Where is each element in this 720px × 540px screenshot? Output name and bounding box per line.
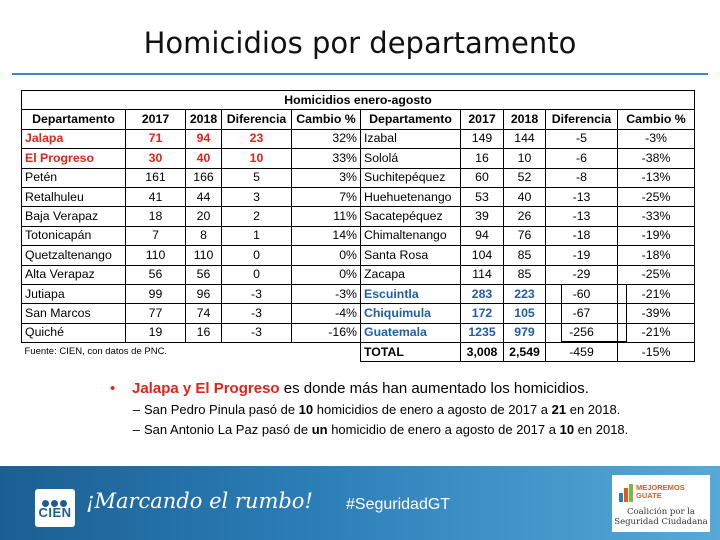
table-cell: 3,008 bbox=[461, 343, 504, 362]
table-cell: 110 bbox=[186, 246, 222, 265]
bullet-sub-2 bbox=[110, 422, 710, 437]
slide-title: Homicidios por departamento bbox=[143, 26, 577, 60]
table-row bbox=[22, 207, 695, 226]
footer-slogan: ¡Marcando el rumbo! bbox=[86, 489, 313, 513]
table-cell: -6 bbox=[546, 149, 618, 168]
table-cell: 20 bbox=[186, 207, 222, 226]
table-cell: -3 bbox=[222, 323, 292, 342]
bullet-sub-1 bbox=[110, 402, 710, 417]
total-row bbox=[22, 343, 695, 362]
table-cell: 99 bbox=[126, 284, 186, 303]
table-cell: 26 bbox=[504, 207, 546, 226]
table-cell: 40 bbox=[504, 187, 546, 206]
table-cell: 10 bbox=[504, 149, 546, 168]
table-cell: Quiché bbox=[22, 323, 126, 342]
table-cell: -13 bbox=[546, 207, 618, 226]
sub2-post: en 2018. bbox=[574, 422, 629, 437]
table-cell: 76 bbox=[504, 226, 546, 245]
sub2-mid: homicidio de enero a agosto de 2017 a bbox=[327, 422, 560, 437]
table-cell: -459 bbox=[546, 343, 618, 362]
table-cell: 16 bbox=[461, 149, 504, 168]
sub2-bold-1: un bbox=[311, 422, 328, 437]
table-cell: Huehuetenango bbox=[361, 187, 461, 206]
table-cell: 23 bbox=[222, 129, 292, 148]
sub2-bold-2: 10 bbox=[559, 422, 575, 437]
table-cell: 283 bbox=[461, 284, 504, 303]
table-cell: 5 bbox=[222, 168, 292, 187]
table-cell: -8 bbox=[546, 168, 618, 187]
table-cell: -13 bbox=[546, 187, 618, 206]
partner-name-line2: GUATE bbox=[636, 491, 662, 500]
table-row bbox=[22, 168, 695, 187]
table-cell: 33% bbox=[292, 149, 361, 168]
table-cell: -3 bbox=[222, 304, 292, 323]
table-cell: Petén bbox=[22, 168, 126, 187]
table-cell: Chiquimula bbox=[361, 304, 461, 323]
table-cell: 19 bbox=[126, 323, 186, 342]
header-cell: Diferencia bbox=[222, 110, 292, 129]
table-cell: 979 bbox=[504, 323, 546, 342]
table-cell: 161 bbox=[126, 168, 186, 187]
header-cell: Departamento bbox=[22, 110, 126, 129]
partner-logo bbox=[612, 475, 710, 532]
table-cell: -21% bbox=[618, 284, 695, 303]
table-cell: 96 bbox=[186, 284, 222, 303]
table-cell: 3% bbox=[292, 168, 361, 187]
table-cell: -15% bbox=[618, 343, 695, 362]
sub2-pre: San Antonio La Paz pasó de bbox=[144, 422, 312, 437]
table-cell: -38% bbox=[618, 149, 695, 168]
table-cell: 104 bbox=[461, 246, 504, 265]
table-cell: 105 bbox=[504, 304, 546, 323]
table-cell: 223 bbox=[504, 284, 546, 303]
table-cell: Jalapa bbox=[22, 129, 126, 148]
table-row bbox=[22, 149, 695, 168]
table-cell: Izabal bbox=[361, 129, 461, 148]
table-row bbox=[22, 129, 695, 148]
partner-subtitle-line2: Seguridad Ciudadana bbox=[614, 517, 708, 527]
header-cell: Departamento bbox=[361, 110, 461, 129]
table-cell: 32% bbox=[292, 129, 361, 148]
cien-logo-icon bbox=[35, 489, 75, 527]
table-cell: 94 bbox=[461, 226, 504, 245]
table-cell: -29 bbox=[546, 265, 618, 284]
table-cell: -4% bbox=[292, 304, 361, 323]
table-cell: 44 bbox=[186, 187, 222, 206]
table-cell: -18 bbox=[546, 226, 618, 245]
table-cell: 11% bbox=[292, 207, 361, 226]
table-caption: Homicidios enero-agosto bbox=[22, 91, 695, 110]
table-cell: 10 bbox=[222, 149, 292, 168]
table-cell: 41 bbox=[126, 187, 186, 206]
table-cell: 85 bbox=[504, 246, 546, 265]
sub1-bold-1: 10 bbox=[298, 402, 314, 417]
table-cell: 0% bbox=[292, 265, 361, 284]
table-cell: -25% bbox=[618, 187, 695, 206]
table-cell: -3% bbox=[618, 129, 695, 148]
partner-name bbox=[636, 484, 685, 500]
table-cell: 7 bbox=[126, 226, 186, 245]
header-cell: 2018 bbox=[504, 110, 546, 129]
table-cell: 16 bbox=[186, 323, 222, 342]
header-cell: Cambio % bbox=[292, 110, 361, 129]
table-cell: -16% bbox=[292, 323, 361, 342]
sub1-post: en 2018. bbox=[566, 402, 621, 417]
table-cell: Baja Verapaz bbox=[22, 207, 126, 226]
dash-icon: – bbox=[132, 402, 140, 417]
table-cell: -3 bbox=[222, 284, 292, 303]
table-cell: -256 bbox=[546, 323, 618, 342]
partner-subtitle-line1: Coalición por la bbox=[626, 507, 695, 517]
table-cell: -13% bbox=[618, 168, 695, 187]
table-cell: Escuintla bbox=[361, 284, 461, 303]
table-row bbox=[22, 265, 695, 284]
table-cell: -25% bbox=[618, 265, 695, 284]
table-cell: 8 bbox=[186, 226, 222, 245]
table-cell: -5 bbox=[546, 129, 618, 148]
table-cell: 0 bbox=[222, 265, 292, 284]
header-cell: Diferencia bbox=[546, 110, 618, 129]
table-cell: Guatemala bbox=[361, 323, 461, 342]
table-cell: 60 bbox=[461, 168, 504, 187]
table-cell: 40 bbox=[186, 149, 222, 168]
partner-subtitle bbox=[612, 507, 710, 527]
bullet-main-highlight: Jalapa y El Progreso bbox=[132, 380, 280, 397]
table-cell: -33% bbox=[618, 207, 695, 226]
table-cell: 77 bbox=[126, 304, 186, 323]
header-cell: 2018 bbox=[186, 110, 222, 129]
table-row bbox=[22, 226, 695, 245]
table-cell: TOTAL bbox=[361, 343, 461, 362]
table-cell: San Marcos bbox=[22, 304, 126, 323]
table-cell: 149 bbox=[461, 129, 504, 148]
table-cell: 7% bbox=[292, 187, 361, 206]
table-cell: 144 bbox=[504, 129, 546, 148]
table-cell: 114 bbox=[461, 265, 504, 284]
bullet-icon: • bbox=[110, 380, 116, 397]
table-cell: Sacatepéquez bbox=[361, 207, 461, 226]
table-cell: Alta Verapaz bbox=[22, 265, 126, 284]
table-cell: 94 bbox=[186, 129, 222, 148]
table-row bbox=[22, 246, 695, 265]
table-cell: 1 bbox=[222, 226, 292, 245]
table-cell: 71 bbox=[126, 129, 186, 148]
table-cell: Jutiapa bbox=[22, 284, 126, 303]
table-cell: 166 bbox=[186, 168, 222, 187]
table-cell: 14% bbox=[292, 226, 361, 245]
table-cell: -19 bbox=[546, 246, 618, 265]
table-cell: 39 bbox=[461, 207, 504, 226]
table-cell: Quetzaltenango bbox=[22, 246, 126, 265]
source-note: Fuente: CIEN, con datos de PNC. bbox=[22, 343, 361, 362]
bullet-main bbox=[110, 380, 710, 397]
table-cell: 1235 bbox=[461, 323, 504, 342]
partner-name-line1: MEJOREMOS bbox=[636, 483, 685, 492]
table-cell: 85 bbox=[504, 265, 546, 284]
table-cell: -19% bbox=[618, 226, 695, 245]
table-cell: 0% bbox=[292, 246, 361, 265]
table-cell: 56 bbox=[126, 265, 186, 284]
table-cell: 172 bbox=[461, 304, 504, 323]
table-row bbox=[22, 187, 695, 206]
table-cell: Suchitepéquez bbox=[361, 168, 461, 187]
table-cell: 74 bbox=[186, 304, 222, 323]
header-cell: 2017 bbox=[461, 110, 504, 129]
table-cell: 2,549 bbox=[504, 343, 546, 362]
table-cell: 30 bbox=[126, 149, 186, 168]
bullet-list bbox=[110, 380, 710, 437]
table-header-row bbox=[22, 110, 695, 129]
table-cell: -21% bbox=[618, 323, 695, 342]
table-cell: 2 bbox=[222, 207, 292, 226]
header-cell: 2017 bbox=[126, 110, 186, 129]
sub1-bold-2: 21 bbox=[551, 402, 567, 417]
table-cell: 18 bbox=[126, 207, 186, 226]
table-cell: 52 bbox=[504, 168, 546, 187]
table-cell: El Progreso bbox=[22, 149, 126, 168]
table-cell: Chimaltenango bbox=[361, 226, 461, 245]
table-cell: -67 bbox=[546, 304, 618, 323]
table-cell: 110 bbox=[126, 246, 186, 265]
mejoremos-guate-logo-icon bbox=[618, 483, 634, 503]
sub1-mid: homicidios de enero a agosto de 2017 a bbox=[313, 402, 552, 417]
table-cell: 3 bbox=[222, 187, 292, 206]
table-cell: 53 bbox=[461, 187, 504, 206]
title-divider bbox=[12, 73, 708, 75]
table-cell: 56 bbox=[186, 265, 222, 284]
header-cell: Cambio % bbox=[618, 110, 695, 129]
logo-text: CIEN bbox=[38, 505, 72, 520]
sub1-pre: San Pedro Pinula pasó de bbox=[144, 402, 299, 417]
table-cell: -60 bbox=[546, 284, 618, 303]
table-cell: -39% bbox=[618, 304, 695, 323]
bullet-main-text: es donde más han aumentado los homicidios. bbox=[279, 380, 589, 397]
table-cell: Zacapa bbox=[361, 265, 461, 284]
table-cell: -3% bbox=[292, 284, 361, 303]
table-cell: Santa Rosa bbox=[361, 246, 461, 265]
table-cell: 0 bbox=[222, 246, 292, 265]
dash-icon: – bbox=[132, 422, 140, 437]
highlight-box bbox=[561, 284, 627, 342]
table-cell: Totonicapán bbox=[22, 226, 126, 245]
table-cell: Retalhuleu bbox=[22, 187, 126, 206]
table-cell: -18% bbox=[618, 246, 695, 265]
footer-hashtag: #SeguridadGT bbox=[346, 496, 451, 513]
table-cell: Sololá bbox=[361, 149, 461, 168]
